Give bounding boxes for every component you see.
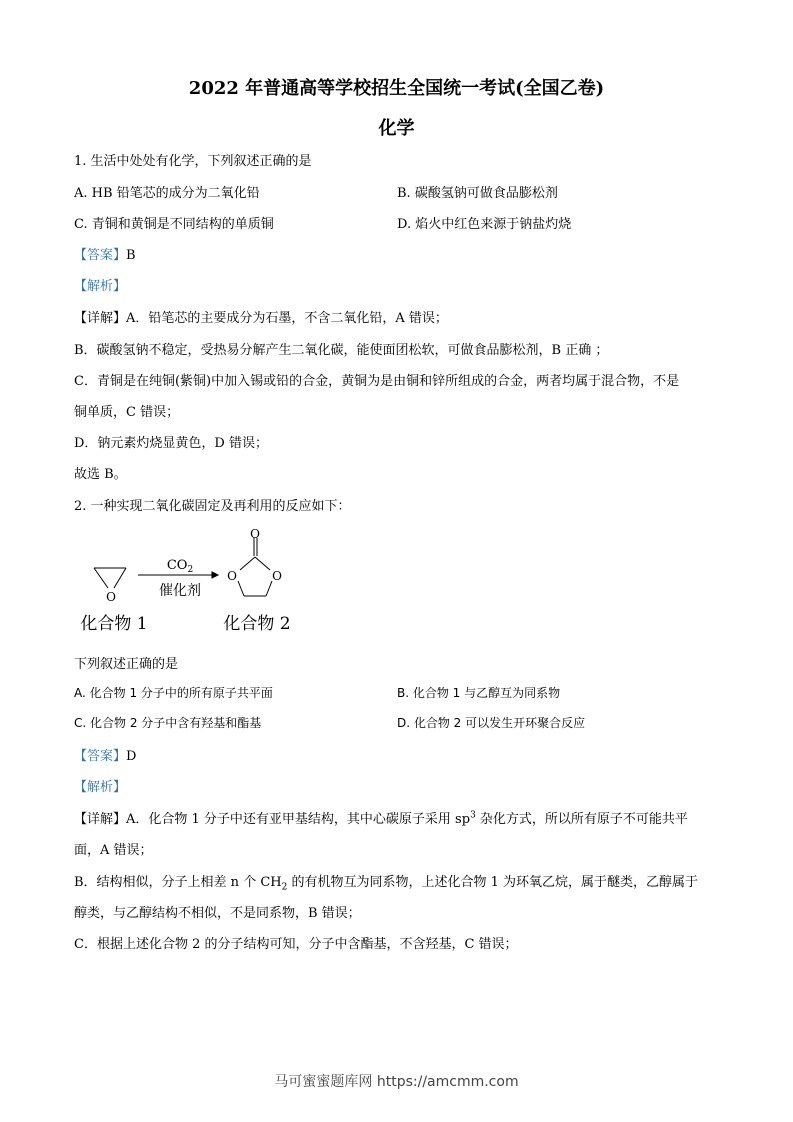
compound-1-label: 化合物 1 (80, 614, 148, 634)
q2-detail-a2: 面，A 错误； (74, 843, 153, 858)
q1-option-c: C. 青铜和黄铜是不同结构的单质铜 (74, 217, 274, 232)
q1-detail-line: 【详解】A．铅笔芯的主要成分为石墨，不含二氧化铅，A 错误； (74, 311, 448, 326)
page-subject: 化学 (378, 118, 415, 139)
answer-value: B (126, 248, 136, 263)
q2-detail-a1: 【详解】A．化合物 1 分子中还有亚甲基结构，其中心碳原子采用 $sp^3$ 杂化方式，所以所有原子不可能共平 (74, 810, 688, 827)
q2-detail-b2: 醇类，与乙醇结构不相似，不是同系物，B 错误； (74, 906, 361, 921)
footer-watermark: 马可蜜蜜题库网 https://amcmm.com (274, 1074, 519, 1090)
q2-option-d: D. 化合物 2 可以发生开环聚合反应 (397, 716, 586, 730)
q2-option-a: A. 化合物 1 分子中的所有原子共平面 (74, 686, 273, 700)
epoxide-oxygen: O (106, 590, 116, 604)
q1-stem: 1. 生活中处处有化学，下列叙述正确的是 (74, 154, 312, 169)
ring-oxygen-left: O (227, 569, 237, 583)
carbonate-structure (238, 538, 272, 596)
reaction-diagram (74, 526, 334, 636)
answer-label: 【答案】 (74, 248, 127, 263)
q1-analysis-label: 【解析】 (74, 279, 127, 294)
epoxide-structure (94, 568, 126, 588)
reagent-catalyst: 催化剂 (159, 583, 201, 599)
ring-oxygen-right: O (272, 569, 282, 583)
q1-detail-line: 铜单质，C 错误； (74, 405, 180, 420)
q2-analysis-label: 【解析】 (74, 780, 127, 795)
q2-answer (74, 745, 136, 764)
answer-label: 【答案】 (74, 749, 127, 764)
q2-stem: 2. 一种实现二氧化碳固定及再利用的反应如下： (74, 499, 351, 514)
q2-detail-b1: B．结构相似，分子上相差 n 个 $CH_2$ 的有机物互为同系物，上述化合物 1 为环氧乙烷，属于醚类，乙醇属于 (74, 875, 699, 893)
compound-2-label: 化合物 2 (223, 614, 291, 634)
q1-answer (74, 244, 136, 263)
q1-detail-line: C．青铜是在纯铜(紫铜)中加入锡或铅的合金，黄铜为是由铜和锌所组成的合金，两者均属于混合物，不是 (74, 374, 680, 389)
q2-option-c: C. 化合物 2 分子中含有羟基和酯基 (74, 716, 262, 730)
q1-detail-line: B．碳酸氢钠不稳定，受热易分解产生二氧化碳，能使面团松软，可做食品膨松剂，B 正确 ； (74, 343, 609, 358)
carbonyl-oxygen: O (250, 527, 260, 541)
answer-value: D (126, 749, 137, 764)
reagent-co2: $CO_2$ (166, 558, 194, 575)
q2-option-b: B. 化合物 1 与乙醇互为同系物 (397, 686, 561, 700)
q2-detail-c: C．根据上述化合物 2 的分子结构可知，分子中含酯基，不含羟基，C 错误； (74, 937, 518, 952)
q2-prompt: 下列叙述正确的是 (74, 657, 179, 672)
q1-option-b: B. 碳酸氢钠可做食品膨松剂 (397, 186, 558, 201)
page-title: 2022 年普通高等学校招生全国统一考试(全国乙卷) (188, 78, 605, 99)
q1-option-d: D. 焰火中红色来源于钠盐灼烧 (397, 217, 572, 232)
q1-detail-line: D．钠元素灼烧显黄色，D 错误； (74, 436, 268, 451)
q1-option-a: A. HB 铅笔芯的成分为二氧化铅 (74, 186, 260, 201)
q1-detail-line: 故选 B。 (74, 467, 127, 482)
